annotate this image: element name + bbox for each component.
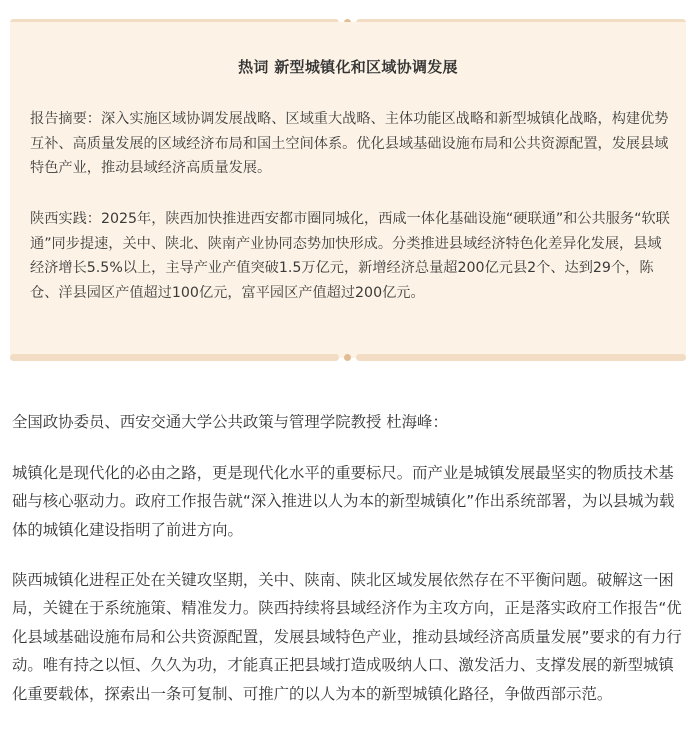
highlight-box-title: 热词 新型城镇化和区域协调发展 [238,58,458,76]
article-paragraph: 城镇化是现代化的必由之路，更是现代化水平的重要标尺。而产业是城镇发展最坚实的物质技术基础与核心驱动力。政府工作报告就“深入推进以人为本的新型城镇化”作出系统部署，为以县城为载体的城镇化建设指明了前进方向。 [12,464,675,539]
speaker-line: 全国政协委员、西安交通大学公共政策与管理学院教授 杜海峰： [12,413,448,431]
article-paragraph: 陕西城镇化进程正处在关键攻坚期，关中、陕南、陕北区域发展依然存在不平衡问题。破解这一困局，关键在于系统施策、精准发力。陕西持续将县域经济作为主攻方向，正是落实政府工作报告“优化县域基础设施布局和公共资源配置，发展县域特色产业，推动县域经济高质量发展”要求的有力行动。唯有持之以恒、久久为功，才能真正把县域打造成吸纳人口、激发活力、支撑发展的新型城镇化重要载体，探索出一条可复制、可推广的以人为本的新型城镇化路径，争做西部示范。 [12,571,682,703]
bottom-left-bar [10,354,339,361]
highlight-box-summary: 报告摘要：深入实施区域协调发展战略、区域重大战略、主体功能区战略和新型城镇化战略，构建优势互补、高质量发展的区域经济布局和国土空间体系。优化县域基础设施布局和公共资源配置，发展县域特色产业，推动县域经济高质量发展。 [30,111,669,176]
highlight-box-practice: 陕西实践：2025年，陕西加快推进西安都市圈同城化，西咸一体化基础设施“硬联通”和公共服务“软联通”同步提速，关中、陕北、陕南产业协同态势加快形成。分类推进县域经济特色化差异化发展，县域经济增长5.5%以上，主导产业产值突破1.5万亿元，新增经济总量超200亿元县2个、达到29个，陈仓、洋县园区产值超过100亿元，富平园区产值超过200亿元。 [30,211,670,301]
bottom-center-dot [344,354,351,361]
bottom-right-bar [356,354,686,361]
